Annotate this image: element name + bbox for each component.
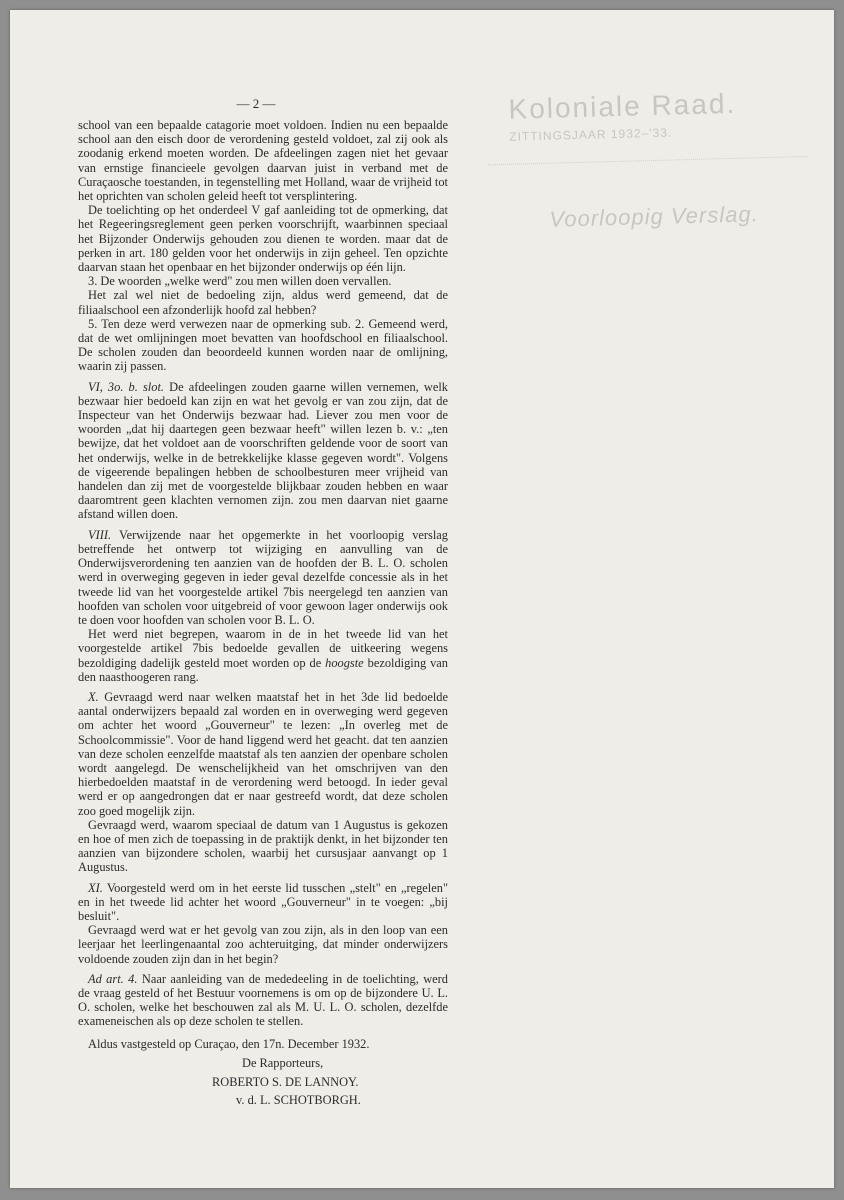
page-number: — 2 —: [236, 96, 276, 111]
closing-line: Aldus vastgesteld op Curaçao, den 17n. December 1932.: [88, 1036, 370, 1051]
section-text: De afdeelingen zouden gaarne willen vernemen, welk bezwaar hier bedoeld kan zijn en wat het gevolg er van zou zijn, dat de Inspecteur van het Onderwijs bezwaar had. Liever zou men voor de woorden „dat hij daartegen geen bezwaar heeft" willen lezen b. v.: „ten bewijze, dat het voldoet aan de voorschriften geldende voor de soort van het onderwijs, welke in de betrekkelijke klasse gegeven wordt". Volgens de vigeerende bepalingen hebben de schoolbesturen meer vrijheid van handelen dan zij met de voorgestelde blijkbaar zouden hebben en waar daaromtrent geen klachten vernomen zijn. zou men daarvan niet gaarne afstand willen doen.: [78, 379, 448, 522]
signatory-name: ROBERTO S. DE LANNOY.: [212, 1075, 359, 1089]
section-label: X.: [88, 689, 99, 704]
paragraph: Het zal wel niet de bedoeling zijn, aldus werd gemeend, dat de filiaalschool een afzonderlijk hoofd zal hebben?: [78, 288, 448, 317]
section-label: XI.: [88, 880, 103, 895]
section-x: [78, 690, 448, 818]
report-body: [78, 118, 448, 1051]
stamp-note: Voorloopig Verslag.: [549, 201, 760, 232]
stamp-divider: [488, 156, 808, 165]
section-text: Voorgesteld werd om in het eerste lid tusschen „stelt" en „regelen" en in het tweede lid achter het woord „Gouverneur" in te voegen: „bij besluit".: [78, 880, 448, 923]
stamp-title: Koloniale Raad.: [508, 87, 737, 125]
stamp-subtitle: ZITTINGSJAAR 1932–'33.: [509, 125, 673, 144]
section-text: Naar aanleiding van de mededeeling in de toelichting, werd de vraag gesteld of het Bestuur voornemens is om op de bijzondere U. L. O. scholen, welke het beschouwen zal als M. U. L. O. scholen, dezelfde exameneischen als op deze scholen te stellen.: [78, 971, 448, 1029]
paragraph: 5. Ten deze werd verwezen naar de opmerking sub. 2. Gemeend werd, dat de wet omlijningen moet bevatten van hoofdschool en filiaalschool. De scholen zouden dan beoordeeld kunnen worden naar de omlijning, waarin zij passen.: [78, 316, 448, 374]
section-text: Gevraagd werd naar welken maatstaf het in het 3de lid bedoelde aantal onderwijzers bepaald zal worden en in overweging werd gegeven om achter het woord „Gouverneur" te lezen: „In overleg met de Schoolcommissie". Voor de hand liggend werd het geacht. dat ten aanzien van deze scholen eenzelfde maatstaf als ten aanzien der openbare scholen wordt aangelegd. De wenschelijkheid van het omschrijven van den hierbedoelden maatstaf in de verordening werd betoogd. In ieder geval werd er op aangedrongen dat er naar gestreefd wordt, dat deze scholen zoo goed mogelijk zijn.: [78, 689, 448, 818]
paragraph: school van een bepaalde catagorie moet voldoen. Indien nu een bepaalde school aan den eisch door de verordening gesteld voldoet, zal zij ook als zoodanig erkend moeten worden. De afdeelingen zagen niet het gevaar van ernstige financieele gevolgen daarvan juist in verband met de Curaçaosche toestanden, in tegenstelling met Holland, waar de vrijheid tot het oprichten van scholen geleid heeft tot versplintering.: [78, 118, 448, 204]
section-label: Ad art. 4.: [88, 971, 138, 986]
section-text: Verwijzende naar het opgemerkte in het voorloopig verslag betreffende het ontwerp tot wijziging en aanvulling van de Onderwijsverordening ten aanzien van de hoofden der B. L. O. scholen werd in overweging gegeven in ieder geval dezelfde concessie als in het tweede lid van het voorgestelde artikel 7bis neergelegd ten aanzien van hoofden van scholen voor uitgebreid of voor gewoon lager onderwijs ook te doen voor hoofden van scholen voor B. L. O.: [78, 527, 449, 627]
paragraph: Gevraagd werd, waarom speciaal de datum van 1 Augustus is gekozen en hoe of men zich de toepassing in de praktijk denkt, in het bijzonder ten aanzien van bijzondere scholen, waarbij het cursusjaar aanvangt op 1 Augustus.: [78, 817, 448, 875]
paragraph: Het werd niet begrepen, waarom in de in het tweede lid van het voorgestelde artikel 7bis bedoelde gevallen de uitkeering wegens bezoldiging dadelijk gesteld moet worden op de hoogste bezoldiging van den naasthoogeren rang.: [78, 627, 448, 684]
section-label: VIII.: [88, 527, 112, 542]
paragraph: De toelichting op het onderdeel V gaf aanleiding tot de opmerking, dat het Regeeringsreglement geen perken voorschrijft, waarbinnen speciaal het Bijzonder Onderwijs gehouden zou dienen te worden. maar dat de perken in art. 180 gelden voor het onderwijs in zijn geheel. Ten opzichte daarvan staan het openbaar en het bijzonder onderwijs op één lijn.: [78, 203, 448, 275]
emphasis: hoogste: [325, 655, 364, 670]
signature-role: De Rapporteurs,: [242, 1056, 324, 1070]
document-page: [10, 10, 834, 1188]
paragraph: Gevraagd werd wat er het gevolg van zou zijn, als in den loop van een leerjaar het leerlingenaantal zoo achteruitging, dat minder onderwijzers voldoende zouden zijn dan in het begin?: [78, 923, 448, 966]
section-viii: [78, 528, 448, 627]
section-vi: [78, 380, 448, 522]
section-xi: [78, 881, 448, 924]
section-art4: [78, 972, 448, 1029]
paragraph: 3. De woorden „welke werd" zou men willen doen vervallen.: [88, 274, 392, 289]
section-label: VI, 3o. b. slot.: [88, 379, 164, 394]
faded-stamp: [486, 84, 820, 243]
signatory-name: v. d. L. SCHOTBORGH.: [236, 1093, 361, 1107]
